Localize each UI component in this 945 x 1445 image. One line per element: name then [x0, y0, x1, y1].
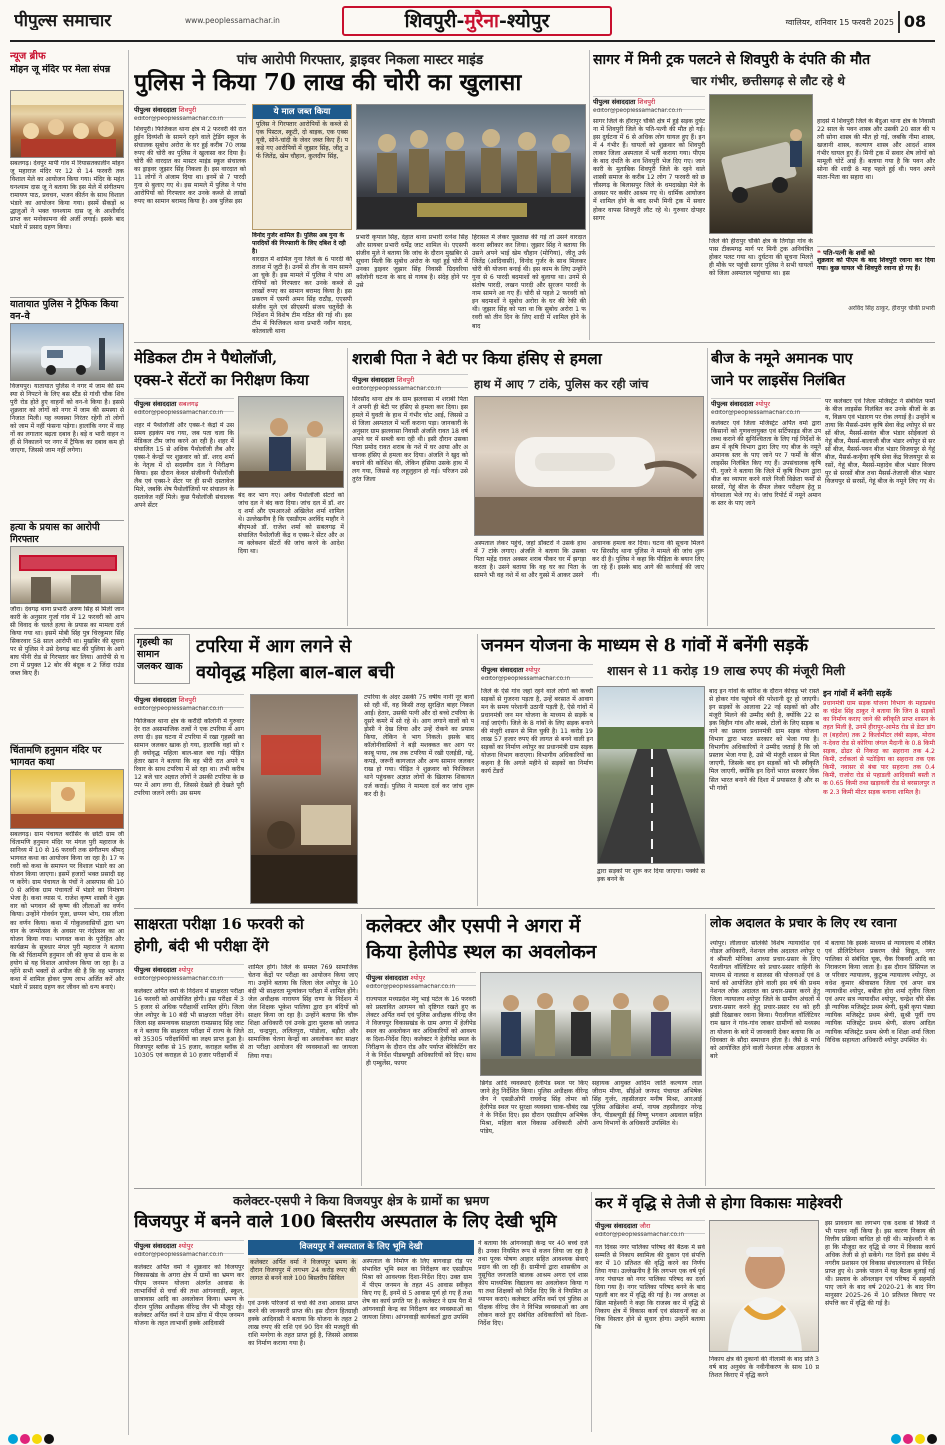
- masthead-site[interactable]: www.peoplessamachar.in: [185, 16, 280, 25]
- byline-city: शिवपुरी: [637, 98, 656, 106]
- story8-headline-a: साक्षरता परीक्षा 16 फरवरी को: [134, 915, 304, 933]
- seized-box-label: ये माल जब्त किया: [253, 105, 351, 119]
- story3-email[interactable]: editor@peoplessamachar.co.in: [134, 410, 224, 416]
- story9-email[interactable]: editor@peoplessamachar.co.in: [366, 984, 456, 990]
- brief-item-title: चिंतामणि हनुमान मंदिर पर भागवत कथा: [10, 743, 124, 767]
- story7-email[interactable]: editor@peoplessamachar.co.in: [481, 676, 571, 682]
- registration-mark-black: [44, 1434, 54, 1444]
- story4-col3: अचानक हमला कर दिया। घटना की सूचना मिलने पर सिरसौद थाना पुलिस ने मामले की जांच शुरू कर दी है। पुलिस ने कहा कि पीड़िता के बयान लिए जा रहे हैं। इसके बाद आगे की कार्रवाई की जाएगी।: [592, 540, 704, 580]
- injured-hand-image-icon: [475, 397, 704, 536]
- section-c: -श्योपुर: [498, 10, 550, 32]
- story7-col1: जिले के ऐसे गांव जहां रहने वाले लोगों को कच्ची सड़कों से गुजरना पड़ता है, उन्हें बरसात में आवागमन के समय परेशानी उठानी पड़ती है, ऐसे गांवों में प्रधानमंत्री जन मन योजना के माध्यम से सड़कें बनाई जाएंगी। जिले के 8 गांवों के लिए सड़क बनाने की मंजूरी शासन से मिल चुकी है। 11 करोड़ 19 लाख 57 हजार रुपए की लागत से बनने वाली इन सड़कों का निर्माण श्योपुर का प्रधानमंत्री ग्राम सड़क योजना विभाग कराएगा। विभागीय अधिकारियों का कहना है कि अगले महीने से सड़कों का निर्माण कार्य टेंडरों: [481, 688, 593, 776]
- story12-col2: निकाय क्षेत्र की दुकानों की नीलामी के बाद प्रति 3 वर्ष बाद अनुबंध के नवीनीकरण के साथ 10 प्रतिशत किराए में वृद्धि करने: [709, 1356, 819, 1380]
- left-column-rule: [128, 50, 129, 1435]
- story12-portrait: [709, 1220, 819, 1352]
- registration-mark-magenta: [20, 1434, 30, 1444]
- story9-col2: ब्रिगेड आदि व्यवस्थाएं हेलीपेड स्थल पर किए जाने हेतु निर्देशित किया। पुलिस अधीक्षक वीरेन्द्र जैन ने एसडीओपी राघवेन्द्र सिंह तोमर को हेलीपेड स्थल पर सुरक्षा व्यवस्था चाक-चौबंद रखने के निर्देश दिए। इस दौरान एसडीएम अभिषेक मिश्रा, महिला बाल विकास अधिकारी ओपी पांडेय,: [480, 1080, 588, 1136]
- story-lok-adalat: [710, 914, 935, 1186]
- byline-name: पीपुल्स संवाददाता: [366, 974, 409, 982]
- rule-story11-right: [591, 1192, 592, 1432]
- story10-headline: लोक अदालत के प्रचार के लिए रथ रवाना: [710, 915, 897, 930]
- registration-mark-yellow: [32, 1434, 42, 1444]
- registration-mark-cyan: [8, 1434, 18, 1444]
- story1-email[interactable]: editor@peoplessamachar.co.in: [134, 116, 224, 122]
- brief-photo-police-station: [10, 546, 124, 604]
- police-board-image-icon: [11, 547, 124, 604]
- masthead: [0, 0, 945, 44]
- villages-box-title: इन गांवों में बनेंगी सड़कें: [823, 689, 892, 698]
- story5-headline-b: जाने पर लाइसेंस निलंबित: [711, 372, 846, 389]
- byline-city: श्योपुर: [410, 974, 426, 982]
- story7-col-img: द्वारा सड़कों पर शुरू कर दिया जाएगा। पक्की सड़क बनने के: [597, 868, 705, 884]
- brief-photo-traffic: [10, 323, 124, 381]
- story1-col1: शिवपुरी। फिजिकल थाना क्षेत्र में 2 फरवरी की रात हुईन दिव्यंशी के सामने रहने वाले ट्रेडिंग स्कूल के संचालक सुबोध अरोरा के घर हुई करीब 70 लाख रुपए की चोरी का पुलिस ने खुलासा कर दिया है। चोरी की वारदात का मास्टर माइंड स्कूल संचालक का ड्राइवर जुझार सिंह निकला है। इस वारदात को 11 लोगों ने अंजाम दिया था। इनमें से 7 पारदी गुना से बुलाए गए थे। इस मामले में पुलिस ने पांच आरोपियों को गिरफ्तार कर उनके कब्जे से लाखों रुपए का सामान बरामद किया है। अब पुलिस इस: [134, 126, 246, 206]
- byline-name: पीपुल्स संवाददाता: [134, 400, 177, 408]
- registration-mark-black-right: [927, 1434, 937, 1444]
- story5-col1: कलेक्टर एवं जिला मजिस्ट्रेट अर्पित वर्मा द्वारा किसानों को गुणवत्तायुक्त एवं सर्टिफाइड बीज उपलब्ध कराने की सुनिश्चितता के लिए गई निर्देशों के क्रम में कृषि विभाग द्वारा लिए गए बीज के नमूने अमानक स्तर के पाए जाने पर 7 फर्मों के बीज लाइसेंस निलंबित किए गए हैं। उपसंचालक कृषि पी. गुजरे ने बताया कि जिले में कृषि विभाग द्वारा बीज का व्यापार करने वाले निजी विक्रेता फर्मों से सरसों, गेहूं बीज के सैंपल लेकर परीक्षण हेतु प्रयोगशाला भेजे गए थे। जांच रिपोर्ट में नमूने अमानक स्तर के पाए जाने: [711, 420, 821, 508]
- story12-col3: इस प्रावधान का लगभग एक दशक से किसी ने भी पालन नहीं किया है। इस कारण निकाय की वित्तीय प्रक्रिया बाधित हो रही थी। माहेश्वरी ने कहा कि मौजूदा कर वृद्धि से नगर में विकास कार्य अधिक तेजी से हो सकेंगे। गत दिनों इस संबंध में नगरीय प्रशासन एवं विकास संचालनालय से निर्देश प्राप्त हुए थे। उनके पालन में यह बैठक बुलाई गई थी। प्रस्ताव के ऑनलाइन एवं परिषद में सहमति पाए जाने के बाद वर्ष 2020-21 के बाद निगमानुसार 2025-26 में 10 प्रतिशत किराए पर संपत्ति कर में वृद्धि की गई है।: [825, 1220, 935, 1308]
- story4-subhead: हाथ में आए 7 टांके, पुलिस कर रही जांच: [474, 377, 649, 391]
- story4-headline: शराबी पिता ने बेटी पर किया हंसिए से हमला: [352, 349, 602, 368]
- story2-headline: सागर में मिनी ट्रक पलटने से शिवपुरी के दंपति की मौत: [593, 52, 871, 68]
- story11-col1: कलेक्टर अर्पित वर्मा ने शुक्रवार को विजयपुर विकासखंड के अगरा क्षेत्र में ग्रामों का भ्रमण कर पीएम जनमन योजना अंतर्गत आवास के लाभार्थियों से चर्चा की तथा आंगनवाड़ी, स्कूल, छात्रावास आदि का अवलोकन किया। भ्रमण के दौरान पुलिस अधीक्षक वीरेन्द्र जैन भी मौजूद रहे। कलेक्टर अर्पित वर्मा ने ग्राम डोंगा में पीएम जनमन योजना के तहत लाभार्थी हक्के आदिवासी: [134, 1264, 244, 1328]
- byline-city: शिवपुरी: [396, 376, 415, 384]
- story12-headline: कर में वृद्धि से तेजी से होगा विकासः माहेश्वरी: [595, 1194, 842, 1212]
- story5-col2: पर कलेक्टर एवं जिला मजिस्ट्रेट ने संबंधित फर्मों के बीज लाइसेंस निलंबित कर उनके बीजों के क्रय, विक्रय एवं भंडारण पर रोक लगाई है। उन्होंने बताया कि मैसर्स-उमंग कृषि सेवा केंद्र श्योपुर से सरसों बीज, मैसर्स-सावंत बीज भंडार सोईकलां से गेहूं बीज, मैसर्स-बालाजी बीज भंडार श्योपुर से सरसों बीज, मैसर्स-पवन बीज भंडार विजयपुर से गेहूं बीज, मैसर्स-कन्हैया कृषि सेवा केंद्र विजयपुर से सरसों, गेहूं बीज, मैसर्स-महादेव बीज भंडार विजयपुर से सरसों बीज तथा मैसर्स-तेजाजी बीज भंडार विजयपुर से सरसों, गेहूं बीज के नमूने लिए गए थे।: [825, 398, 935, 486]
- row1-rule: [134, 342, 935, 343]
- story4-photo: [474, 396, 704, 536]
- story-hospital-land: [134, 1192, 588, 1432]
- story2-col2: हादसे में शिवपुरी जिले के बैंदुआ थाना क्षेत्र के निवासी 22 साल के पवन शास्त्र और उसकी 20 साल की पत्नी सोना शास्त्र की मौत हो गई, जबकि नीमा शास्त्र, खजानी शास्त्र, कल्याण शास्त्र और आदर्श शास्त्र गंभीर घायल हुए हैं। मिनी ट्रक में सवार शेष लोगों को मामूली चोटें आई हैं। बताया गया है कि पवन और सोना की शादी 8 माह पहले हुई थी। पवन अपने माता-पिता का सहारा था।: [817, 118, 935, 182]
- story7-villages-box: [823, 688, 935, 904]
- story11-col2: एवं उनके परिजनों से चर्चा की तथा आवास प्राप्त करने की जानकारी प्राप्त की। इस दौरान हितग्राही हक्के आदिवासी ने बताया कि योजना के तहत 2 लाख रुपए की राशि एवं 90 दिन की मजदूरी की राशि मनरेगा के तहत प्राप्त हुई है, जिससे आवास का निर्माण कराया गया है।: [248, 1300, 358, 1348]
- story12-email[interactable]: editor@peoplessamachar.co.in: [595, 1232, 685, 1238]
- byline-name: पीपुल्स संवाददाता: [711, 400, 754, 408]
- registration-mark-yellow-right: [915, 1434, 925, 1444]
- byline-city: सबलगढ़: [178, 400, 199, 408]
- byline-name: पीपुल्स संवाददाता: [134, 106, 177, 114]
- story-pathology: [134, 348, 344, 626]
- page-number: 08: [898, 11, 930, 33]
- story11-box-text: कलेक्टर अर्पित वर्मा ने विजयपुर भ्रमण के दौरान विजयपुर में लगभग 24 करोड़ रुपए की लागत से बनने वाले 100 बिस्तरीय सिविल: [248, 1258, 358, 1298]
- rule-story6-right: [477, 634, 478, 906]
- byline-name: पीपुल्स संवाददाता: [134, 1242, 177, 1250]
- officials-image-icon: [481, 973, 702, 1076]
- brief-item-text: सबलगढ़। देवपुर मार्पी गांव में रियासतकालीन मोहन जू महाराज मंदिर पर 12 से 14 फरवरी तक विशाल मेले का आयोजन किया गया। मंदिर के महंत घनश्याम दास जू ने बताया कि इस मेले में संगीतमय रामायण पाठ, प्रवचन, भजन कीर्तन के साथ विशाल भंडारे का आयोजन किया गया। इसमें सैकड़ों श्रद्धालुओं ने भक्त घनश्याम दास जू के आशीर्वाद प्राप्त कर मनोकामना की अर्जी लगाई। इसके बाद भंडारे में प्रसाद ग्रहण किया।: [10, 160, 124, 232]
- rule-story3-right: [347, 348, 348, 626]
- byline-city: शिवपुरी: [178, 106, 197, 114]
- accident-image-icon: [710, 95, 813, 234]
- story1-kicker: पांच आरोपी गिरफ्तार, ड्राइवर निकला मास्टर माइंड: [236, 52, 484, 68]
- story4-col2: अस्पताल लेकर पहुंचे, जहां डॉक्टरों ने उसके हाथ में 7 टांके लगाए। अंजलि ने बताया कि उसका पिता महेंद्र रावत अक्सर शराब पीकर घर में झगड़ा करता है। उसने बताया कि वह घर का पिता के सामने भी वह नशे में था और गुस्से में आकर उसने: [474, 540, 586, 580]
- byline-name: पीपुल्स संवाददाता: [481, 666, 524, 674]
- story9-col1: राज्यपाल मध्यप्रदेश मंगु भाई पटेल के 16 फरवरी को प्रस्तावित आगमन को दृष्टिगत रखते हुए कलेक्टर अर्पित वर्मा एवं पुलिस अधीक्षक वीरेन्द्र जैन ने विजयपुर विकासखंड के ग्राम अगरा में हेलीपेड स्थल का अवलोकन कर अधिकारियों को आवश्यक दिशा-निर्देश दिए। कलेक्टर ने हेलीपेड स्थल के निरीक्षण के दौरान रोड और पर्याप्त बेरिकेटिंग करने के निर्देश पीडब्ल्यूडी अधिकारियों को दिए। साथ ही एम्बुलेंस, फायर: [366, 996, 476, 1068]
- story8-col2: शामिल होंगे। जिले के समस्त 769 सामाजिक चेतना केंद्रों पर परीक्षा का आयोजन किया जाएगा। उन्होंने बताया कि जिला जेल श्योपुर के 10 बंदी भी साक्षरता मूल्यांकन परीक्षा में शामिल होंगे। जेल अधीक्षक नारायण सिंह राणा के निर्देशन में जेल शिक्षक भूकेश पालिया द्वारा इन बंदियों को साक्षर किया जा रहा है। उन्होंने बताया कि चौरू शिक्षा अधिकारी एवं उनके द्वारा पुस्तक को जलाउठा, चन्द्रपुरा, ललितपुरा, पांडोला, बड़ौदा और सामाजिक चेतना केन्द्रों का अवलोकन कर साक्षरता परीक्षा आयोजन की व्यवस्थाओं का जायजा लिया गया।: [248, 964, 358, 1060]
- story6-col2: टपरिया के अंदर उसकी 75 वर्षीय नानी नूर बानो सो रही थीं, वह किसी तरह सुरक्षित बाहर निकल आईं। हेतार, उसकी पत्नी और दो बच्चे टपरिया के दूसरे कमरे में सो रहे थे। आग लगाने वालों को पड़ोसी ने देख लिया और उन्हें रोकने का प्रयास किया, लेकिन वे भाग निकले। इसके बाद कॉलोनीवासियों ने बड़ी मशक्कत कर आग पर काबू पाया, तब तक टपरिया में रखी एलईडी, गद्दे, कपड़े, जरूरी कागजात और अन्य सामान जलकर राख हो गया। पीड़ित ने शुक्रवार को फिजिकल थाने पहुंचकर अज्ञात लोगों के खिलाफ शिकायत दर्ज कराई। पुलिस ने मामला दर्ज कर जांच शुरू कर दी है।: [364, 694, 474, 798]
- story11-email[interactable]: editor@peoplessamachar.co.in: [134, 1252, 224, 1258]
- byline-city: श्योपुर: [178, 966, 194, 974]
- brief-item-text: जौरा। देवगढ़ थाना प्रभारी अरुण सिंह से मिली जानकारी के अनुसार गुर्जा गांव में 12 फरवरी को आपसी विवाद के चलते हत्या के प्रयास का मामला दर्ज किया गया था। इसमें मोबी सिंह पुत्र चिरकुमार सिंह सिकरवार 58 साल आरोपी था। मुखबिर की सूचना पर से पुलिस ने उसे देवगढ़ बाट की पुलिया के आगे बाघ पीनी रोड से गिरफ्तार कर लिया। आरोपी से घटना में प्रयुक्त 12 बोर की बंदूक व 2 जिंदा राउंड जब्त किए हैं।: [10, 606, 124, 678]
- brief-item-text: विजयपुर। यातायात पुलिस ने नगर में जाम की समस्या से निपटने के लिए बस स्टैंड से गांधी चौक शिवपुरी रोड होते हुए वाहनों को वन-वे किया है। इससे शुक्रवार को लोगों को नगर में जाम की समस्या से निजात मिली। यह व्यवस्था निरंतर रहेगी तो लोगों को जाम में नहीं फंसना पड़ेगा। हालांकि नगर में वाहनों का लगातार बढ़ता दबाव है। बड़े व भारी वाहन नहीं से निकालने पर नगर में ट्रैफिक का दबाव कम हो जाएगा, जिससे जाम नहीं लगेगा।: [10, 383, 124, 455]
- row3-rule: [134, 908, 935, 909]
- villages-box-text: प्रधानमंत्री ग्राम सड़क योजना विभाग के महाप्रबंधक चंद्रेश सिंह ठाकुर ने बताया कि जिन 8 सड़कों का निर्माण कराए जाने की स्वीकृति प्राप्त शासन के तहत मिली है, उनमें हीरापुर-आमेठ रोड से डेटा डांगल (बहरोल) तक 2 किलोमीटर लंबी सड़क, मोरावन-देवरा रोड से कोरिया जंगल मैदानी के 0.8 किमी सड़क, ढोढर से निकदा का सहराना तक 4.2 किमी, टर्राकलां से पठोड़िया का सहराना तक एक किमी, नवासर से बंबा पार सहराना तक 0.4 किमी, राजोरा रोड से पहाडली आदिवासी बस्ती तक 0.65 किमी तथा खड़ावली रोड से बरसालपुर तक 2.3 किमी मीटर सड़क बनाना शामिल है।: [823, 700, 935, 796]
- story6-photo: [250, 694, 358, 904]
- crowd-image-icon: [11, 91, 124, 158]
- story-accident: [593, 50, 935, 340]
- story1-col2: वारदात में शामिल गुना जिले के 6 पारदी की तलाश में जुटी है। उनमें से तीन के नाम सामने आ चुके हैं। इस मामले में पुलिस ने पांच आरोपियों को गिरफ्तार कर उनके कब्जे से लाखों रुपए का सामान बरामद किया है। इस प्रकरण में एसपी अमन सिंह राठौड़, एएसपी संजीव मुले एवं सीएसपी संजय चतुर्वेदी के निर्देशन में विशेष टीम गठित की गई थी। इस टीम में फिजिकल थाना प्रभारी नवीन यादव, कोतवाली थाना: [252, 256, 352, 336]
- byline-name: पीपुल्स संवाददाता: [352, 376, 395, 384]
- road-image-icon: [598, 687, 705, 864]
- story-hut-fire: [134, 634, 474, 906]
- story-theft: [134, 50, 586, 340]
- rule-story1-right: [589, 50, 590, 340]
- row2-rule: [134, 628, 935, 629]
- story-seed-license: [711, 348, 935, 626]
- quote-author: अरविंद सिंह ठाकुर, हीरापुर चौकी प्रभारी: [848, 305, 935, 313]
- story11-kicker: कलेक्टर-एसपी ने किया विजयपुर क्षेत्र के ग्रामों का भ्रमण: [233, 1193, 489, 1208]
- vehicle-image-icon: [11, 324, 124, 381]
- seized-box-text: पुलिस ने गिरफ्तार आरोपियों के कब्जे से एक पिस्टल, स्कूटी, दो बाइक, एक एक्सयूवी, सोने-चांदी के जेवर जब्त किए हैं। पकड़े गए आरोपियों में जुझार सिंह, जीतू उर्फ जितेंद्र, खेम चौहान, कुलदीप सिंह,: [256, 121, 348, 161]
- row4-rule: [134, 1188, 935, 1189]
- registration-mark-cyan-right: [891, 1434, 901, 1444]
- brief-item-title: हत्या के प्रयास का आरोपी गिरफ्तार: [10, 520, 124, 544]
- news-brief-column: [10, 50, 124, 1435]
- story6-col1: फिजिकल थाना क्षेत्र के करौंदी कॉलोनी में गुरुवार देर रात असामाजिक तत्वों ने एक टपरिया में आग लगा दी। इस घटना में टपरिया में रखा गृहस्थी का सामान जलकर खाक हो गया, हालांकि वहां सो रही वयोवृद्ध महिला बाल-बाल बच गई। पीड़ित हेतार खान ने बताया कि वह भीरी रात अपने परिवार के साथ टपरिया में सो रहा था। तभी करीब 12 बजे चार अज्ञात लोगों ने उसकी टपरिया के छप्पर में आग लगा दी, जिससे देखते ही देखते पूरी टपरिया जलने लगी। उस समय: [134, 718, 244, 798]
- story1-photo: [356, 104, 586, 230]
- katha-image-icon: [11, 770, 124, 829]
- story6-headline-a: टपरिया में आग लगने से: [196, 636, 352, 657]
- registration-mark-magenta-right: [903, 1434, 913, 1444]
- story3-photo: [238, 396, 344, 488]
- brief-photo-temple: [10, 90, 124, 158]
- story2-email[interactable]: editor@peoplessamachar.co.in: [593, 108, 683, 114]
- story3-headline-b: एक्स-रे सेंटरों का निरीक्षण किया: [134, 371, 309, 389]
- quote-lead: [817, 249, 935, 257]
- story7-subhead: शासन से 11 करोड़ 19 लाख रुपए की मंजूरी मिली: [607, 663, 845, 678]
- burnt-hut-image-icon: [251, 695, 358, 904]
- story3-col1: शहर में पैथोलॉजी और एक्स-रे केंद्रों में उस समय हड़कंप मच गया, जब पता चला कि मेडिकल टीम जांच करने आ रही है। शहर में संचालित 15 से अधिक पैथोलॉजी लैब और एक्स-रे केन्द्रों पर शुक्रवार को डॉ. शरद शर्मा के नेतृत्व में दो सदस्यीय दल ने निरीक्षण किया। इस दौरान केवल संजीवनी पैथोलॉजी लैब एवं एक्स-रे सेंटर पर ही सभी दस्तावेज मिले, जबकि शेष पैथोलॉजियों पर संचालन के दस्तावेज नहीं मिले। कुछ पैथोलॉजी संचालक अपने सेंटर: [134, 422, 234, 510]
- story6-email[interactable]: editor@peoplessamachar.co.in: [134, 706, 224, 712]
- quote-icon: ❝: [817, 249, 824, 257]
- section-b: मुरैना: [464, 10, 499, 32]
- story8-email[interactable]: editor@peoplessamachar.co.in: [134, 976, 224, 982]
- story-helipad: [366, 914, 702, 1186]
- story3-headline-a: मेडिकल टीम ने पैथोलॉजी,: [134, 349, 278, 367]
- byline-city: शिवपुरी: [178, 696, 197, 704]
- brief-item-title: मोहन जू मंदिर पर मेला संपन्न: [10, 64, 111, 75]
- story11-box-label: विजयपुर में अस्पताल के लिए भूमि देखी: [248, 1240, 474, 1255]
- story4-col1: सिरसौद थाना क्षेत्र के ग्राम झलवासा में शराबी पिता ने अपनी ही बेटी पर हंसिए से हमला कर दिया। इस हमले में युवती के हाथ में गंभीर चोट आई, जिससे उसे जिला अस्पताल में भर्ती कराना पड़ा। जानकारी के अनुसार ग्राम झलवासा निवासी अंजलि रावत 18 वर्ष अपने घर में सब्जी बना रही थी। इसी दौरान उसका पिता प्रमोद रावत शराब के नशे में घर आया और अचानक हंसिए से हमला कर दिया। अंजलि ने खुद को बचाने की कोशिश की, लेकिन हंसिया उसके हाथ में लग गया, जिससे वह लहूलुहान हो गई। परिजन उसे तुरंत जिला: [352, 396, 468, 484]
- rule-story8-right: [361, 914, 362, 1186]
- story8-col1: कलेक्टर अर्पित वर्मा के निर्देशन में साक्षरता परीक्षा 16 फरवरी को आयोजित होगी। इस परीक्षा में 35 हजार से अधिक परीक्षार्थी शामिल होंगे। जिला जेल श्योपुर के 10 बंदी भी साक्षरता परीक्षा देंगे। जिला सह समन्वयक साक्षरता रामप्रसाद सिंह जाटव ने बताया कि साक्षरता परीक्षा में राज्य के जिले को 35305 परीक्षार्थियों का लक्ष्य प्राप्त हुआ है। विजयपुर ब्लॉक से 15 हजार, कराहल ब्लॉक से 10305 एवं कराहल से 10 हजार परीक्षार्थी में: [134, 988, 244, 1060]
- lab-inspection-image-icon: [239, 397, 344, 488]
- story10-col2: में बताया कि इसके माध्यम से न्यायालय में लंबित एवं प्रीलिटिगेशन प्रकरण जैसे विद्युत, नगर पालिका से संबंधित चूक, चैक रिकवरी आदि का निराकरण किया जाता है। इस दौरान प्रिंसिपल जज परिवार न्यायालय, कुटुम्ब न्यायालय श्योपुर, अवधेश कुमार श्रीवास्तव जिला एवं अपर सत्र न्यायाधीश श्योपुर, बबीता होरा शर्मा तृतीय जिला एवं अपर सत्र न्यायाधीश श्योपुर, चन्द्रेश चौरे सेंकड़ी न्यायिक मजिस्ट्रेट प्रथम श्रेणी, सुश्री कृपा पंड्या न्यायिक मजिस्ट्रेट प्रथम श्रेणी, सुश्री पूर्वी राय न्यायिक मजिस्ट्रेट प्रथम श्रेणी, संजय आदिल न्यायिक मजिस्ट्रेट प्रथम श्रेणी व शिक्षा शर्मा जिला विधिक सहायता अधिकारी श्योपुर उपस्थित थे।: [825, 940, 935, 1044]
- story11-headline: विजयपुर में बनने वाले 100 बिस्तरीय अस्पताल के लिए देखी भूमि: [134, 1212, 557, 1232]
- story2-subhead: चार गंभीर, छत्तीसगढ़ से लौट रहे थे: [691, 74, 845, 88]
- byline-city: श्योपुर: [755, 400, 771, 408]
- story5-headline-a: बीज के नमूने अमानक पाए: [711, 350, 853, 367]
- story5-email[interactable]: editor@peoplessamachar.co.in: [711, 410, 801, 416]
- story4-email[interactable]: editor@peoplessamachar.co.in: [352, 386, 442, 392]
- brief-item-title: यातायात पुलिस ने ट्रैफिक किया वन-वे: [10, 297, 124, 321]
- byline-name: पीपुल्स संवाददाता: [134, 966, 177, 974]
- brand-text: पीपुल्स समाचार: [14, 11, 112, 30]
- byline-city: श्योपुर: [525, 666, 541, 674]
- story8-headline-b: होगी, बंदी भी परीक्षा देंगे: [134, 937, 269, 955]
- story7-photo: [597, 686, 705, 864]
- story12-col1: गत दिवस नगर पालिका परिषद की बैठक में सर्वसम्मति से निकाय स्वामित्व की दुकान एवं संपत्ति कर में 10 प्रतिशत की वृद्धि करने का निर्णय लिया गया। उल्लेखनीय है कि लगभग एक वर्ष पूर्व नगर पंचायत को नगर पालिका परिषद का दर्जा दिया गया है। नगर पालिका परिषद बनने के बाद पहली बार कर में वृद्धि की गई है। नव अध्यक्ष अखिल माहेश्वरी ने कहा कि राजस्व कर में वृद्धि से निकाय क्षेत्र में विकास कार्य एवं संसाधनों का अधिक विस्तार होने से सुधार होगा। उन्होंने बताया कि: [595, 1244, 705, 1332]
- portrait-image-icon: [710, 1221, 819, 1352]
- quote-body: शुक्रवार को पीएम के बाद शिवपुरी रवाना कर दिया गया। कुछ घायल भी शिवपुरी रवाना हो गए हैं।: [817, 257, 935, 273]
- story-sickle-attack: [352, 348, 704, 626]
- story1-col4: हिरासत में लेकर पूछताछ की गई तो उसने वारदात करना स्वीकार कर लिया। जुझार सिंह ने बताया कि उसने अपने भाई खेम चौहान (मोगिया), जीतू उर्फ जितेंद्र (आदिवासी), विनोद गुर्जर के साथ मिलकर चोरी की योजना बनाई थी। इस काम के लिए उन्होंने गुना से 6 पारदी बदमाशों को बुलाया था। उनमें से संतोष पारदी, लखन पारदी और सुरजन पारदी के नाम सामने आ गए हैं। चोरी से पहले 2 फरवरी को इन बदमाशों ने सुबोध अरोरा के घर की रेकी की थी। जुझार सिंह को पता था कि सुबोध अरोरा 1 फरवरी को तीन दिन के लिए शादी में शामिल होने के बाद: [472, 234, 586, 330]
- story1-caption: विनोद गुर्जर शामिल हैं। पुलिस अब गुना के पारदियों की गिरफ्तारी के लिए दबिश दे रही है।: [252, 232, 346, 255]
- byline-name: पीपुल्स संवाददाता: [595, 1222, 638, 1230]
- rule-story9-right: [705, 914, 706, 1186]
- story7-headline: जनमन योजना के माध्यम से 8 गांवों में बनेंगी सड़कें: [481, 636, 809, 656]
- story-roads: [481, 634, 935, 906]
- masthead-rule: [10, 40, 935, 42]
- byline-city: जौरा: [639, 1222, 651, 1230]
- story2-col1: सागर जिले के हीरापुर चौकी क्षेत्र में हुई सड़क दुर्घटना में शिवपुरी जिले के पति-पत्नी की मौत हो गई। इस दुर्घटना में 6 से अधिक लोग घायल हुए हैं। इनमें 4 गंभीर हैं। घायलों को शुक्रवार को शिवपुरी लाकर जिला अस्पताल में भर्ती कराया गया। पीएम के बाद दंपति के शव शिवपुरी भेज दिए गए। जानकारी के मुताबिक शिवपुरी जिले के रहने वाले शास्त्री समाज के करीब 12 लोग 7 फरवरी को छत्तीसगढ़ के बिलासपुर जिले के धमदाखेड़ा मेले के अवसर पर कबीर आश्रम गए थे। धार्मिक आयोजन में शामिल होने के बाद सभी मिनी ट्रक में सवार होकर वापस शिवपुरी लौट रहे थे। गुरुवार दोपहर सागर: [593, 118, 705, 222]
- story-tax-hike: [595, 1192, 935, 1432]
- rule-story4-right: [707, 348, 708, 626]
- story11-col3: अस्पताल के निर्माण के लिए बागवाड़ा रोड़ पर संभावित भूमि स्थल का निरीक्षण कर एसडीएम मिश्रा को आवश्यक दिशा-निर्देश दिए। उक्त ग्राम में पीएम जनमन के तहत 45 आवास स्वीकृत किए गए हैं, इनमें से 5 आवास पूर्ण हो गए हैं तथा शेष का कार्य प्रगति पर है। कलेक्टर ने ग्राम पैरा में आंगनवाड़ी केन्द्र का निरीक्षण कर व्यवस्थाओं का जायजा लिया। आंगनवाड़ी कार्यकर्ता द्वारा उपस्थि: [362, 1258, 472, 1322]
- story11-col4: ने बताया कि आंगनवाड़ी केन्द्र पर 40 बच्चे दर्ज हैं। उनका नियमित रूप से वजन लिया जा रहा है तथा पूरक पोषण आहार सहित आवश्यक सेवाएं प्रदान की जा रही हैं। ग्रामीणों द्वारा शासकीय अनुसूचित जनजाति बालक आश्रम अगरा एवं शासकीय माध्यमिक विद्यालय का अवलोकन किया गया तथा शिक्षकों को निर्देश दिए कि वे नियमित अध्यापन कराएं। कलेक्टर अर्पित वर्मा एवं पुलिस अधीक्षक वीरेन्द्र जैन ने विभिन्न व्यवस्थाओं का अवलोकन करते हुए संबंधित अधिकारियों को दिशा-निर्देश दिए।: [478, 1240, 588, 1328]
- story6-headline-b: वयोवृद्ध महिला बाल-बाल बची: [196, 662, 395, 683]
- brief-label: न्यूज ब्रीफ: [10, 51, 46, 62]
- story6-tag: गृहस्थी का सामान जलकर खाक: [134, 634, 190, 684]
- story9-headline-a: कलेक्टर और एसपी ने अगरा में: [366, 915, 581, 937]
- police-group-image-icon: [357, 105, 586, 230]
- story10-col1: श्योपुर। लीलाधर सोलंकी विशेष न्यायाधीश एवं नोडल अधिकारी, नेशनल लोक अदालत श्योपुर एवं श्रीमती मोनिका आध्या प्रचार-प्रसार के लिए पैरालीगल वॉलिंटियर को प्रचार-प्रसार वाहिनी के माध्यम से नालसा व सालसा की योजनाओं एवं 8 मार्च को आयोजित होने वाली इस वर्ष की प्रथम नेशनल लोक अदालत का प्रचार-प्रसार करने हेतु जिला न्यायालय श्योपुर जिले के ग्रामीण अंचलों में प्रचार-प्रसार करने हेतु प्रचार-प्रसार रथ को हरी झंडी दिखाकर रवाना किया। पैरालीगल वॉलिंटियर राम खान ने गांव-गांव जाकर ग्रामीणों को मध्यस्थता योजना के बारे में जानकारी देकर बताया कि अधिवक्ता के सौदा समाधान होता है। जैसे 8 मार्च को आयोजित होने वाली नेशनल लोक अदालत के बारे: [710, 940, 820, 1060]
- story-literacy-exam: [134, 914, 358, 1186]
- section-banner: [342, 6, 612, 36]
- story2-photo: [709, 94, 813, 234]
- masthead-brand: [14, 8, 184, 30]
- byline-name: पीपुल्स संवाददाता: [593, 98, 636, 106]
- story9-col3: सहायक आयुक्त आदिम जाति कल्याण लालजीराम मीणा, सीईओ जनपद पंचायत अभिषेक सिंह गुर्जर, तहसीलदार मनीष मिश्रा, आरआई पुलिस अखिलेश शर्मा, नायब तहसीलदार नरेन्द्र जैन, पीडब्ल्यूडी ईई विष्णु भगवान अग्रवाल सहित अन्य विभागों के अधिकारी उपस्थित थे।: [592, 1080, 702, 1128]
- byline-city: श्योपुर: [178, 1242, 194, 1250]
- brief-item-text: सबलगढ़। ग्राम पंचायत बरोसिर के छोटी ग्राम जी चिंतामणि हनुमान मंदिर पर मंगल पुरी महाराज के सानिध्य में 10 से 16 फरवरी तक संगीतमय श्रीमद् भागवत कथा का आयोजन किया जा रहा है। 17 फरवरी को कथा के समापन पर विशाल भंडारे का आयोजन किया जाएगा। इसमें हजारों भक्त प्रसादी ग्रहण करेंगे। ग्राम पंचायत के पंचों ने आसपास की 100 से अधिक ग्राम पंचायतों में भंडारे का निमंत्रण भेजा है। कथा व्यास पं. राजेश कृष्ण शास्त्री ने शुक्रवार को भगवान श्री कृष्ण की लीलाओं का वर्णन किया। उन्होंने गोवर्धन पूजा, छप्पन भोग, रास लीला का वर्णन किया। कथा में गोकुलवासियों द्वारा भगवान के जन्मोत्सव के अवसर पर नंदोत्सव का आयोजन किया गया। भागवत कथा के पुरोहित और कार्यक्रम के सूत्रधार मंगल पुरी महाराज ने बताया कि श्री चिंतामणि हनुमान जी की कृपा से ग्राम के सहयोग से यह विशाल आयोजन किया जा रहा है। उन्होंने सभी भक्तों से अपील की है कि वह भागवत कथा में शामिल होकर पुण्य लाभ अर्जित करें और भंडारे में प्रसाद ग्रहण कर जीवन को धन्य बनाएं।: [10, 831, 124, 991]
- story7-col2: बाद इन गांवों के बारिश के दौरान कीचड़ भरे रास्ते से होकर गांव पहुंचने की परेशानी दूर हो जाएगी। इन सड़कों के आलावा 22 नई सड़कों को और मंजूरी मिलने की उम्मीद बंधी है, क्योंकि 22 सड़क विहीन गांव और कस्बे, टोलों के लिए सड़क बनाने का प्रस्ताव प्रधानमंत्री ग्राम सड़क योजना विभाग द्वारा भारत सरकार को भेजा गया है। विभागीय अधिकारियों ने उम्मीद जताई है कि जो प्रस्ताव भेजा गया है, उसे भी मंजूरी शासन से मिल जाएगी, जिसके बाद इन सड़कों को भी स्वीकृति मिल जाएगी, क्योंकि इन दिनों भारत सरकार विकसित भारत बनाने की दिशा में प्रयासरत है और सभी गांवों: [709, 688, 819, 792]
- dateline: ग्वालियर, शनिवार 15 फरवरी 2025: [785, 18, 894, 27]
- story9-headline-b: किया हेलीपेड स्थल का अवलोकन: [366, 941, 597, 963]
- story1-headline: पुलिस ने किया 70 लाख की चोरी का खुलासा: [134, 69, 522, 96]
- story1-col3: प्रभारी कृपाल सिंह, देहात थाना प्रभारी रत्नेश सिंह और सायबर प्रभारी धर्मेंद्र जाट शामिल थे। एएसपी संजीव मुले ने बताया कि जांच के दौरान मुखबिर से सूचना मिली कि सुबोध अरोरा के यहां हुई चोरी में उनका ड्राइवर जुझार सिंह निवासी ग्रिदवरिया कॉलोनी घटना के बाद से गायब है। संदेह होने पर उसे: [356, 234, 468, 290]
- story2-col-img: जिले की हीरापुर चौकी क्षेत्र के तिगोड़ा गांव के पास टीकमगढ़ मार्ग पर मिनी ट्रक अनियंत्रित होकर पलट गया था। दुर्घटना की सूचना मिलते ही मौके पर पहुंची सागर पुलिस ने सभी घायलों को जिला अस्पताल पहुंचाया था। इस: [709, 238, 813, 278]
- brief-photo-katha: [10, 769, 124, 829]
- story9-photo: [480, 972, 702, 1076]
- byline-name: पीपुल्स संवाददाता: [134, 696, 177, 704]
- story3-col2: बंद कर भाग गए। अवैध पैथोलॉजी सेंटरों को जांच दल ने बंद करा दिया। जांच दल में डॉ. शरद शर्मा और एमआरओ अखिलेश शर्मा शामिल थे। उल्लेखनीय है कि एसडीएम अरविंद माहौर ने बीएमओ डॉ. राजेश शर्मा को सबलगढ़ में संचालित पैथोलॉजी केंद्र व एक्स-रे सेंटर और अन्य क्लेक्शन सेंटरों की जांच करने के आदेश दिया था।: [238, 492, 344, 556]
- story2-quote: [817, 246, 935, 338]
- story1-seized-box: [252, 104, 352, 230]
- quote-caption-a: पति-पत्नी के शवों को: [823, 249, 875, 257]
- section-a: शिवपुरी-: [404, 10, 465, 32]
